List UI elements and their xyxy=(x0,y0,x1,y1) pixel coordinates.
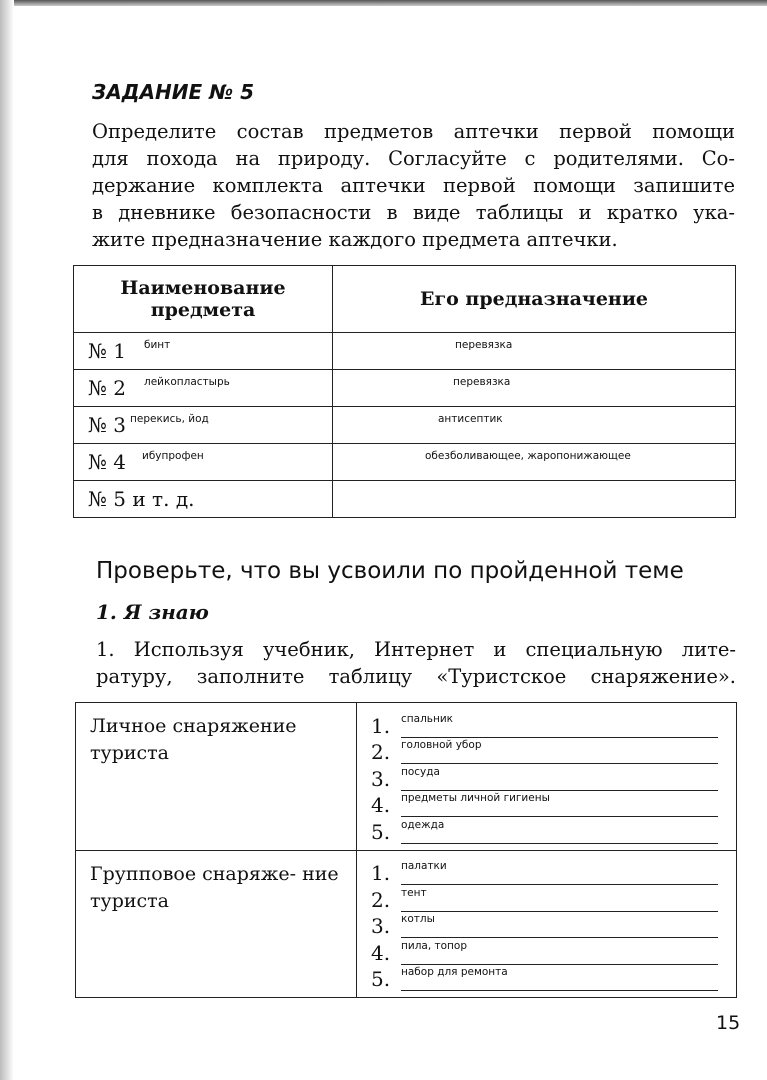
line-number: 1. xyxy=(371,861,391,885)
answer-field[interactable]: спальник xyxy=(401,712,454,725)
exercise-text xyxy=(96,636,736,690)
line-number: 4. xyxy=(371,793,391,817)
answer-field[interactable]: пила, топор xyxy=(401,939,468,952)
answer-field[interactable]: тент xyxy=(401,886,427,899)
line-number: 2. xyxy=(371,887,391,912)
table-row xyxy=(74,444,736,481)
group-label: Групповое снаряже- ние туриста xyxy=(76,850,357,998)
line-number: 5. xyxy=(371,819,391,844)
tourist-gear-table xyxy=(75,702,737,998)
task-text xyxy=(92,118,735,253)
answer-field[interactable]: одежда xyxy=(401,818,445,831)
line-number: 3. xyxy=(371,766,391,791)
line-number: 2. xyxy=(371,740,391,764)
table-row xyxy=(74,407,736,444)
answer-field[interactable]: палатки xyxy=(401,860,447,872)
text-line: в дневнике безопасности в виде таблицы и кратко ука- xyxy=(92,201,735,224)
text-line: держание комплекта аптечки первой помощи запишите xyxy=(92,174,735,197)
item-purpose[interactable]: перевязка xyxy=(453,376,511,388)
row-number: № 1 xyxy=(88,339,127,363)
item-name[interactable]: перекись, йод xyxy=(130,413,209,425)
table-row xyxy=(74,481,736,518)
scan-edge-top xyxy=(0,0,767,6)
line-number: 1. xyxy=(371,713,391,738)
item-purpose[interactable]: антисептик xyxy=(438,413,503,425)
answer-field[interactable]: предметы личной гигиены xyxy=(401,792,550,804)
item-purpose[interactable]: перевязка xyxy=(455,339,513,351)
text-line: ратуру, заполните таблицу «Туристское снаряжение». xyxy=(96,665,736,688)
row-number: № 4 xyxy=(88,450,127,474)
answer-field[interactable]: посуда xyxy=(401,765,440,778)
section-subheading: 1. Я знаю xyxy=(96,600,209,624)
text-line: Определите состав предметов аптечки первой помощи xyxy=(92,120,735,143)
line-number: 3. xyxy=(371,914,391,938)
item-name[interactable]: бинт xyxy=(144,339,171,351)
answer-field[interactable]: набор для ремонта xyxy=(401,966,508,978)
table-row xyxy=(74,370,736,407)
text-line: для похода на природу. Согласуйте с родителями. Со- xyxy=(92,147,735,170)
text-line: жите предназначение каждого предмета аптечки. xyxy=(92,228,618,251)
page-number: 15 xyxy=(716,1012,741,1034)
line-number: 5. xyxy=(371,967,391,991)
row-number: № 3 xyxy=(88,413,127,437)
table-row xyxy=(76,703,737,851)
table-row xyxy=(74,333,736,370)
row-number: № 5 и т. д. xyxy=(88,487,195,511)
text-line: 1. Используя учебник, Интернет и специальную лите- xyxy=(96,638,736,661)
answer-field[interactable]: котлы xyxy=(401,913,435,925)
first-aid-kit-table xyxy=(73,265,736,518)
group-label: Личное снаряжение туриста xyxy=(76,703,357,851)
answer-field[interactable]: головной убор xyxy=(401,739,482,751)
item-name[interactable]: ибупрофен xyxy=(142,450,204,462)
line-number: 4. xyxy=(371,940,391,965)
row-number: № 2 xyxy=(88,376,127,400)
section-heading: Проверьте, что вы усвоили по пройденной теме xyxy=(96,558,684,584)
table-row xyxy=(76,850,737,998)
column-header-purpose: Его предназначение xyxy=(333,266,736,333)
scan-edge-left xyxy=(0,0,14,1080)
item-purpose[interactable]: обезболивающее, жаропонижающее xyxy=(425,450,631,462)
task-title: ЗАДАНИЕ № 5 xyxy=(92,80,255,104)
item-name[interactable]: лейкопластырь xyxy=(144,376,230,388)
column-header-item: Наименование предмета xyxy=(74,266,333,333)
